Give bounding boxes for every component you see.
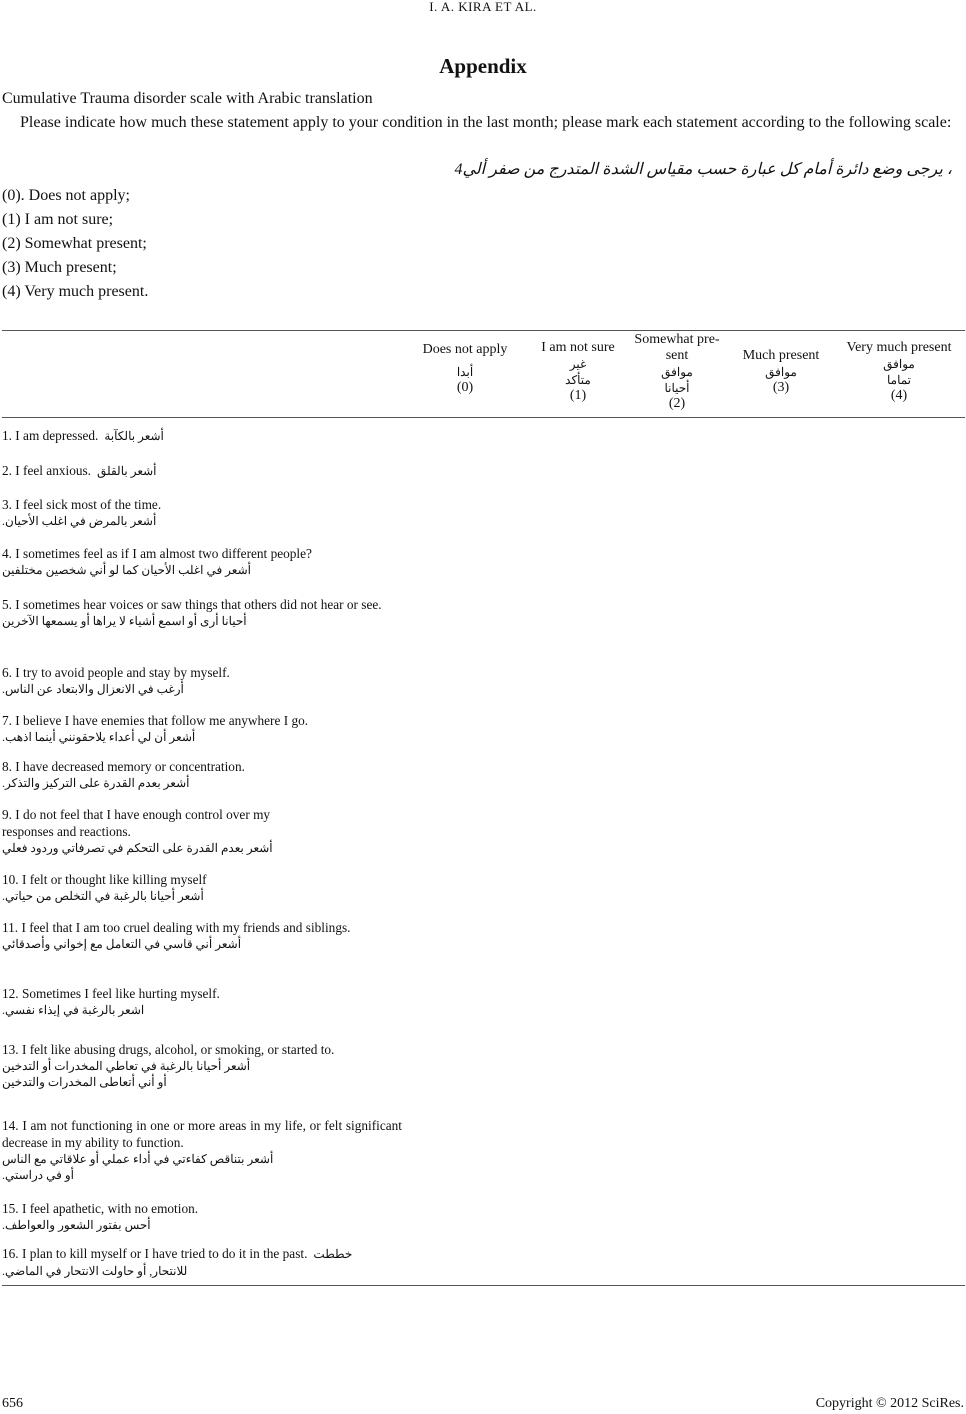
column-arabic-label: موافق تماما: [883, 357, 915, 387]
item-text: 12. Sometimes I feel like hurting myself.: [2, 986, 220, 1001]
item-text: 2. I feel anxious.: [2, 463, 91, 478]
item-3: [2, 496, 402, 529]
item-13: [2, 1041, 402, 1090]
item-12: [2, 985, 402, 1018]
item-arabic: أشعر أحيانا بالرغبة في تعاطي المخدرات أو التدخين: [2, 1059, 251, 1073]
item-arabic: أشعر في اغلب الأحيان كما لو أني شخصين مختلفين: [2, 563, 251, 577]
item-15: [2, 1200, 402, 1233]
column-label: I am not sure: [541, 340, 615, 355]
item-arabic: أشعر بتناقص كفاءتي في أداء عملي أو علاقاتي مع الناس: [2, 1152, 274, 1166]
column-arabic-label: موافق: [765, 365, 797, 379]
item-text: 3. I feel sick most of the time.: [2, 497, 162, 512]
item-4: [2, 545, 402, 578]
item-text: 8. I have decreased memory or concentration.: [2, 759, 245, 774]
table-header-rule: [2, 417, 965, 418]
item-6: [2, 664, 402, 697]
scale-option: (2) Somewhat present;: [2, 235, 147, 252]
item-arabic: للانتحار, أو حاولت الانتحار في الماضي.: [2, 1264, 188, 1278]
table-top-rule: [2, 330, 965, 331]
item-text: 4. I sometimes feel as if I am almost two different people?: [2, 546, 312, 561]
item-arabic: أشعر بالكآبة: [104, 429, 164, 443]
item-arabic: أشعر بعدم القدرة على التحكم في تصرفاتي وردود فعلي: [2, 841, 273, 855]
item-text: 5. I sometimes hear voices or saw things that others did not hear or see.: [2, 597, 382, 612]
item-arabic: أحس بفتور الشعور والعواطف.: [2, 1218, 151, 1232]
appendix-title: Appendix: [439, 54, 527, 78]
item-16: [2, 1245, 402, 1279]
column-number: (3): [772, 380, 790, 395]
item-1: [2, 427, 402, 445]
item-arabic-inline: خططت: [313, 1247, 353, 1261]
scale-option: (4) Very much present.: [2, 283, 149, 300]
scale-list: [2, 184, 148, 304]
scale-option: (3) Much present;: [2, 259, 117, 276]
item-text: 14. I am not functioning in one or more areas in my life, or felt significant decrease in my ability to function.: [2, 1118, 402, 1150]
item-arabic: أشعر أحيانا بالرغبة في التخلص من حياتي.: [2, 889, 204, 903]
arabic-instruction: ، يرجى وضع دائرة أمام كل عبارة حسب مقياس الشدة المتدرج من صفر ألي4: [454, 161, 952, 178]
item-arabic: أحيانا أرى أو اسمع أشياء لا يراها أو يسمعها الآخرين: [2, 614, 247, 628]
column-number: (4): [890, 388, 908, 403]
item-arabic: أشعر أني قاسي في التعامل مع إخواني وأصدقائي: [2, 937, 242, 951]
item-9: [2, 806, 322, 856]
item-arabic: أشعر بعدم القدرة على التركيز والتذكر.: [2, 776, 190, 790]
item-text: 11. I feel that I am too cruel dealing with my friends and siblings.: [2, 920, 351, 935]
item-14: [2, 1117, 402, 1183]
column-label: Much present: [742, 348, 820, 363]
running-head: I. A. KIRA ET AL.: [429, 0, 537, 14]
item-5: [2, 596, 402, 629]
item-2: [2, 462, 402, 480]
item-10: [2, 871, 402, 904]
column-header-0: [410, 342, 520, 396]
item-arabic: أرغب في الانعزال والابتعاد عن الناس.: [2, 682, 184, 696]
table-bottom-rule: [2, 1285, 965, 1286]
item-text: 1. I am depressed.: [2, 428, 99, 443]
item-text: 6. I try to avoid people and stay by myself.: [2, 665, 230, 680]
scale-option: (1) I am not sure;: [2, 211, 114, 228]
item-text: 16. I plan to kill myself or I have tried to do it in the past.: [2, 1246, 308, 1261]
column-header-2: [628, 332, 726, 412]
column-number: (2): [668, 396, 686, 411]
scale-option: (0). Does not apply;: [2, 187, 130, 204]
column-label: Somewhat pre-sent: [634, 332, 720, 363]
item-arabic: أشعر أن لي أعداء يلاحقونني أينما اذهب.: [2, 730, 196, 744]
column-header-1: [530, 340, 626, 404]
item-arabic-line-2: أو أني أتعاطى المخدرات والتدخين: [2, 1075, 167, 1089]
item-11: [2, 919, 352, 952]
column-arabic-label: موافق أحيانا: [661, 365, 693, 395]
item-text: 9. I do not feel that I have enough control over my responses and reactions.: [2, 807, 271, 839]
copyright: Copyright © 2012 SciRes.: [815, 1396, 964, 1411]
item-8: [2, 758, 402, 791]
item-arabic-line-2: أو في دراستي.: [2, 1168, 75, 1182]
item-text: 15. I feel apathetic, with no emotion.: [2, 1201, 199, 1216]
item-arabic: أشعر بالقلق: [97, 464, 157, 478]
column-number: (0): [456, 380, 474, 395]
column-arabic-label: غير متأكد: [565, 357, 591, 387]
column-number: (1): [569, 388, 587, 403]
column-header-3: [734, 348, 828, 396]
page-number: 656: [2, 1396, 23, 1411]
item-arabic: اشعر بالرغبة في إيذاء نفسي.: [2, 1003, 145, 1017]
appendix-subtitle: Cumulative Trauma disorder scale with Arabic translation: [2, 90, 373, 107]
column-header-4: [834, 340, 964, 404]
item-7: [2, 712, 402, 745]
item-text: 13. I felt like abusing drugs, alcohol, or smoking, or started to.: [2, 1042, 335, 1057]
column-label: Does not apply: [422, 342, 508, 357]
item-text: 10. I felt or thought like killing myself: [2, 872, 207, 887]
item-arabic: أشعر بالمرض في اغلب الأحيان.: [2, 514, 157, 528]
instruction-paragraph: Please indicate how much these statement apply to your condition in the last month; please mark each statement according to the following scale:: [20, 114, 952, 131]
column-label: Very much present: [846, 340, 952, 355]
item-text: 7. I believe I have enemies that follow me anywhere I go.: [2, 713, 309, 728]
column-arabic-label: أبدا: [456, 365, 474, 379]
